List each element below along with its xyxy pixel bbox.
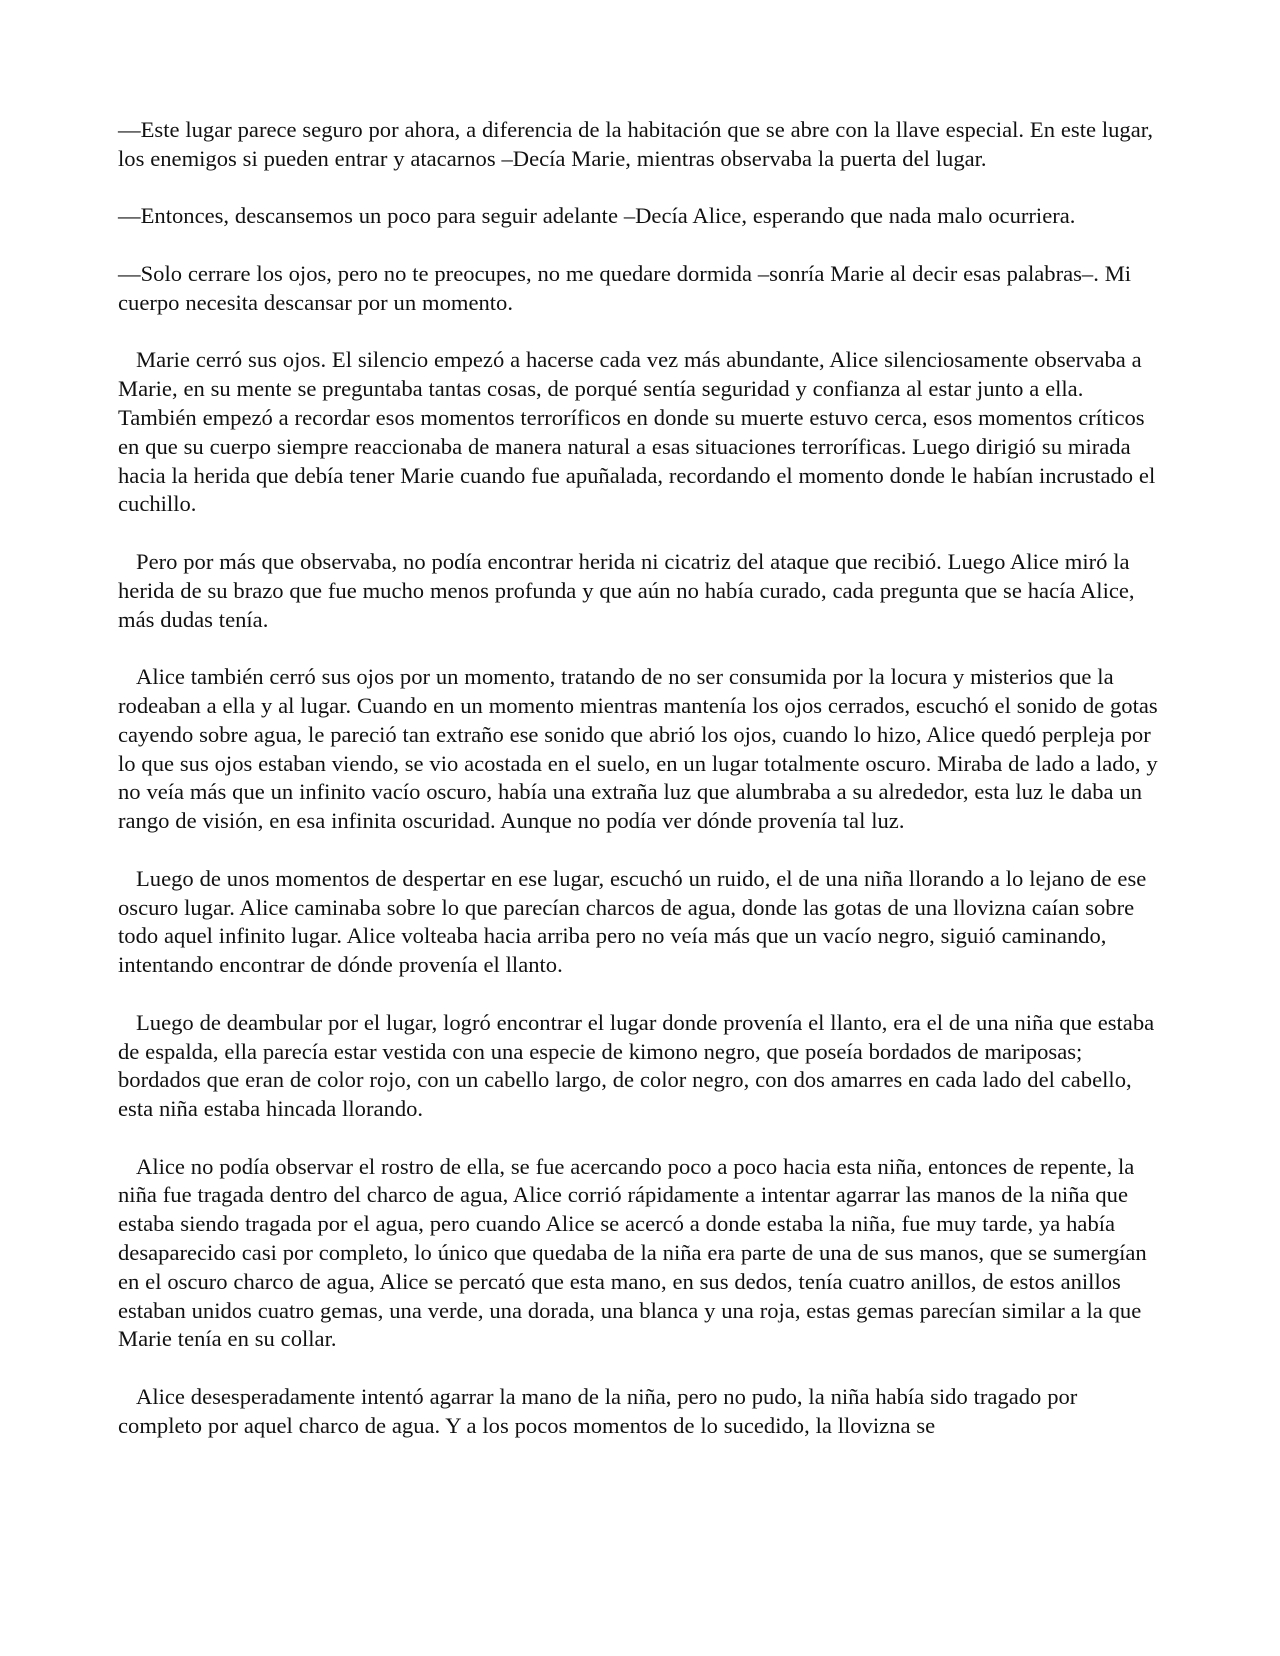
paragraph-4: Marie cerró sus ojos. El silencio empezó a hacerse cada vez más abundante, Alice silenciosamente observaba a Marie, en su mente se preguntaba tantas cosas, de porqué sentía seguridad y confianza al estar junto a ella. También empezó a recordar esos momentos terroríficos en donde su muerte estuvo cerca, esos momentos críticos en que su cuerpo siempre reaccionaba de manera natural a esas situaciones terroríficas. Luego dirigió su mirada hacia la herida que debía tener Marie cuando fue apuñalada, recordando el momento donde le habían incrustado el cuchillo. [118,347,1162,517]
paragraph-8: Luego de deambular por el lugar, logró encontrar el lugar donde provenía el llanto, era el de una niña que estaba de espalda, ella parecía estar vestida con una especie de kimono negro, que poseía bordados de mariposas; bordados que eran de color rojo, con un cabello largo, de color negro, con dos amarres en cada lado del cabello, esta niña estaba hincada llorando. [118,1009,1161,1122]
paragraph-10: Alice desesperadamente intentó agarrar la mano de la niña, pero no pudo, la niña había sido tragado por completo por aquel charco de agua. Y a los pocos momentos de lo sucedido, la llovizna se [118,1384,1084,1438]
paragraph-3: —Solo cerrare los ojos, pero no te preocupes, no me quedare dormida –sonría Marie al decir esas palabras–. Mi cuerpo necesita descansar por un momento. [118,260,1137,315]
paragraph-6: Alice también cerró sus ojos por un momento, tratando de no ser consumida por la locura y misterios que la rodeaban a ella y al lugar. Cuando en un momento mientras mantenía los ojos cerrados, escuchó el sonido de gotas cayendo sobre agua, le pareció tan extraño ese sonido que abrió los ojos, cuando lo hizo, Alice quedó perpleja por lo que sus ojos estaban viendo, se vio acostada en el suelo, en un lugar totalmente oscuro. Miraba de lado a lado, y no veía más que un infinito vacío oscuro, había una extraña luz que alumbraba a su alrededor, esta luz le daba un rango de visión, en esa infinita oscuridad. Aunque no podía ver dónde provenía tal luz. [118,664,1164,834]
paragraph-7: Luego de unos momentos de despertar en ese lugar, escuchó un ruido, el de una niña llorando a lo lejano de ese oscuro lugar. Alice caminaba sobre lo que parecían charcos de agua, donde las gotas de una llovizna caían sobre todo aquel infinito lugar. Alice volteaba hacia arriba pero no veía más que un vacío negro, siguió caminando, intentando encontrar de dónde provenía el llanto. [118,865,1153,978]
paragraph-1: —Este lugar parece seguro por ahora, a diferencia de la habitación que se abre con la llave especial. En este lugar, los enemigos si pueden entrar y atacarnos –Decía Marie, mientras observaba la puerta del lugar. [118,117,1159,171]
paragraph-2: —Entonces, descansemos un poco para seguir adelante –Decía Alice, esperando que nada malo ocurriera. [118,203,1076,229]
paragraph-9: Alice no podía observar el rostro de ella, se fue acercando poco a poco hacia esta niña, entonces de repente, la niña fue tragada dentro del charco de agua, Alice corrió rápidamente a intentar agarrar las manos de la niña que estaba siendo tragada por el agua, pero cuando Alice se acercó a donde estaba la niña, fue muy tarde, ya había desaparecido casi por completo, lo único que quedaba de la niña era parte de una de sus manos, que se sumergían en el oscuro charco de agua, Alice se percató que esta mano, en sus dedos, tenía cuatro anillos, de estos anillos estaban unidos cuatro gemas, una verde, una dorada, una blanca y una roja, estas gemas parecían similar a la que Marie tenía en su collar. [118,1153,1153,1352]
paragraph-5: Pero por más que observaba, no podía encontrar herida ni cicatriz del ataque que recibió. Luego Alice miró la herida de su brazo que fue mucho menos profunda y que aún no había curado, cada pregunta que se hacía Alice, más dudas tenía. [118,548,1141,632]
